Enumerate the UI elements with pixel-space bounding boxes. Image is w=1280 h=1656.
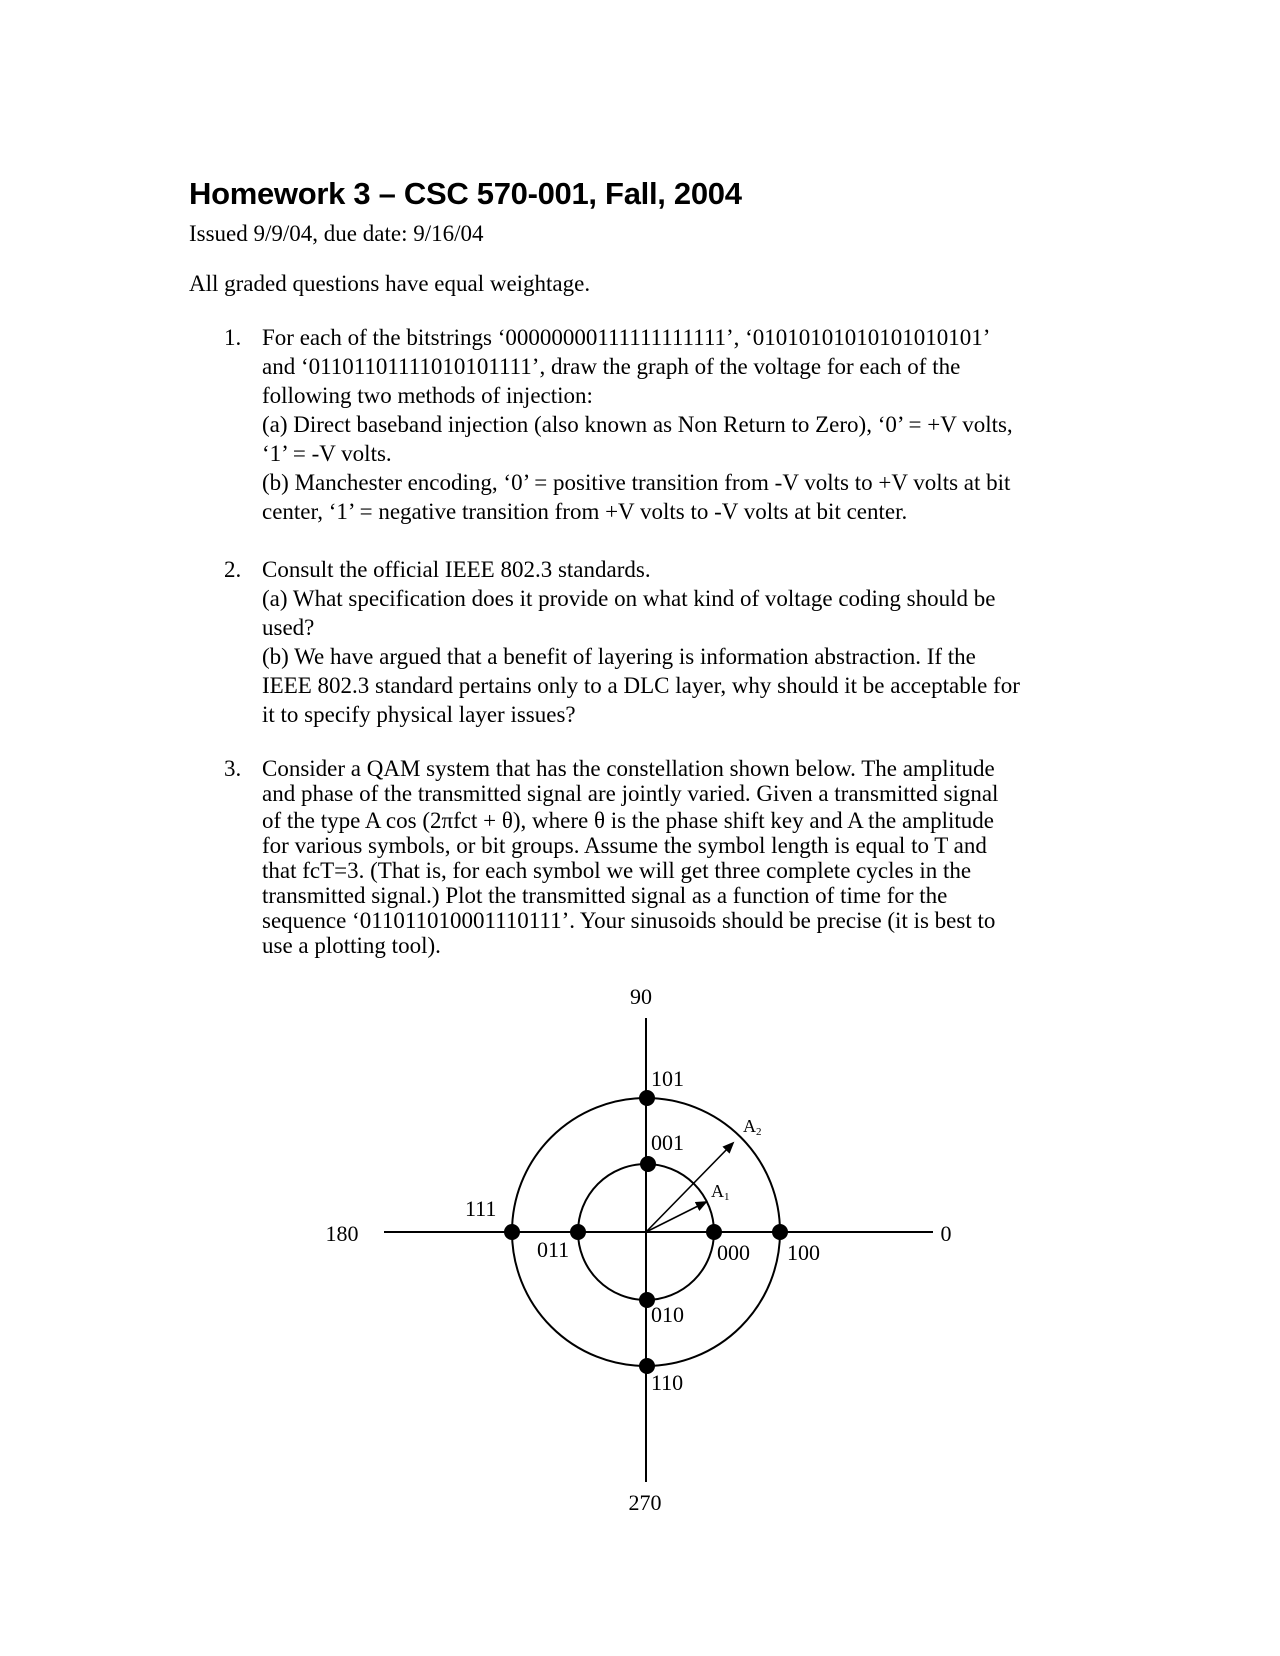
label-011: 011 (537, 1237, 570, 1262)
question-line: (a) What specification does it provide on what kind of voltage coding should be (262, 586, 996, 611)
question-line: of the type A cos (2πfct + θ), where θ is the phase shift key and A the amplitude (262, 808, 994, 833)
point-001 (640, 1156, 656, 1172)
question-line: for various symbols, or bit groups. Assume the symbol length is equal to T and (262, 833, 987, 858)
question-number: 3. (224, 756, 242, 781)
question-line: (a) Direct baseband injection (also known as Non Return to Zero), ‘0’ = +V volts, (262, 412, 1013, 437)
label-010: 010 (651, 1302, 684, 1327)
question-line: (b) We have argued that a benefit of layering is information abstraction. If the (262, 644, 976, 669)
axis-label-90: 90 (630, 984, 652, 1009)
question-line: Consult the official IEEE 802.3 standards. (262, 557, 651, 582)
question-line: it to specify physical layer issues? (262, 702, 576, 727)
question-line: used? (262, 615, 315, 640)
point-111 (504, 1224, 520, 1240)
point-011 (570, 1224, 586, 1240)
point-101 (639, 1090, 655, 1106)
question-line: center, ‘1’ = negative transition from +V volts to -V volts at bit center. (262, 499, 908, 524)
question-line: sequence ‘011011010001110111’. Your sinusoids should be precise (it is best to (262, 908, 996, 933)
label-001: 001 (651, 1130, 684, 1155)
point-100 (772, 1224, 788, 1240)
page-title: Homework 3 – CSC 570-001, Fall, 2004 (189, 176, 742, 211)
axis-label-0: 0 (940, 1221, 952, 1246)
label-110: 110 (651, 1370, 684, 1395)
label-a1: A1 (711, 1181, 730, 1203)
issued-date: Issued 9/9/04, due date: 9/16/04 (189, 221, 484, 246)
axis-label-270: 270 (628, 1490, 662, 1515)
question-line: and phase of the transmitted signal are jointly varied. Given a transmitted signal (262, 781, 999, 806)
question-line: IEEE 802.3 standard pertains only to a DLC layer, why should it be acceptable for (262, 673, 1020, 698)
question-line: transmitted signal.) Plot the transmitted signal as a function of time for the (262, 883, 948, 908)
question-line: ‘1’ = -V volts. (262, 441, 392, 466)
question-line: Consider a QAM system that has the constellation shown below. The amplitude (262, 756, 995, 781)
label-111: 111 (465, 1196, 497, 1221)
question-line: that fcT=3. (That is, for each symbol we will get three complete cycles in the (262, 858, 972, 883)
question-line: (b) Manchester encoding, ‘0’ = positive transition from -V volts to +V volts at bit (262, 470, 1011, 495)
axis-label-180: 180 (325, 1221, 359, 1246)
question-line: use a plotting tool). (262, 933, 441, 958)
label-100: 100 (787, 1240, 820, 1265)
question-line: For each of the bitstrings ‘00000000111111111111’, ‘01010101010101010101’ (262, 325, 991, 350)
label-000: 000 (717, 1240, 750, 1265)
vector-a1 (646, 1202, 706, 1232)
grading-note: All graded questions have equal weightage. (189, 271, 591, 296)
point-000 (706, 1224, 722, 1240)
label-a2: A2 (743, 1116, 762, 1138)
question-number: 1. (224, 325, 242, 350)
label-101: 101 (651, 1066, 684, 1091)
question-number: 2. (224, 557, 242, 582)
question-line: following two methods of injection: (262, 383, 593, 408)
question-line: and ‘01101101111010101111’, draw the graph of the voltage for each of the (262, 354, 961, 379)
